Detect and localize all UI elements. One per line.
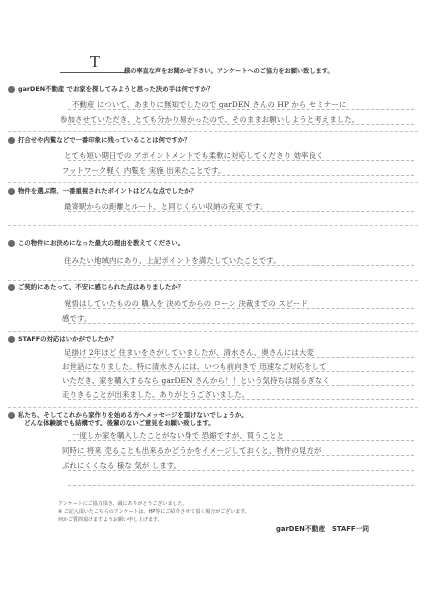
answer-5-line-1: 覚悟はしていたものの 購入を 決めてからの ローン 決裁までの スピード bbox=[64, 299, 309, 308]
answer-1-line-2: 参加させていただき、とても分かり易かったので、そのままお願いしようと考えました。 bbox=[60, 115, 360, 124]
question-2 bbox=[8, 136, 191, 144]
section-divider bbox=[8, 280, 418, 281]
answer-rule bbox=[68, 371, 414, 372]
question-7-text-line-1: 私たち、そしてこれから家作りを始める方へメッセージを頂けないでしょうか。 bbox=[18, 411, 248, 419]
answer-6-line-4: 走りきることが出来ました。ありがとうございました。 bbox=[62, 390, 250, 399]
answer-6-line-3: いただき、家を購入するなら garDEN さんから！！という気持ちは揺るぎなく bbox=[62, 376, 330, 385]
answer-rule bbox=[68, 160, 414, 161]
header-intro: 様の率直な声をお聞かせ下さい。アンケートへのご協力をお願い致します。 bbox=[124, 68, 334, 75]
question-5 bbox=[8, 283, 184, 291]
answer-rule bbox=[68, 323, 414, 324]
answer-rule bbox=[68, 470, 414, 471]
question-3-text: 物件を選ぶ際、一番重視されたポイントはどんな点でしたか？ bbox=[18, 187, 197, 195]
answer-2-line-2: フットワーク軽く 内覧を 実施 出来たことです。 bbox=[62, 166, 226, 175]
answer-6-line-1: 足掛け 2年ほど 住まいをさがしていましたが、清水さん、奥さんには大変 bbox=[64, 348, 314, 357]
name-underline bbox=[60, 72, 126, 73]
question-1-text: garDEN不動産 でお家を探してみようと思った決め手は何ですか？ bbox=[18, 85, 214, 93]
question-3 bbox=[8, 187, 197, 195]
section-divider bbox=[8, 331, 418, 332]
answer-rule bbox=[68, 485, 414, 486]
footer-signature: garDEN不動産 STAFF一同 bbox=[276, 525, 370, 533]
answer-rule bbox=[68, 385, 414, 386]
question-4 bbox=[8, 239, 184, 247]
question-6-text: STAFFの対応はいかがでしたか？ bbox=[18, 335, 117, 343]
answer-rule bbox=[68, 109, 414, 110]
footer-thanks: アンケートにご協力頂き、誠にありがとうございました。 bbox=[58, 501, 188, 507]
answer-4-line-1: 住みたい地域内にあり、上記ポイントを満たしていたことです。 bbox=[64, 256, 281, 265]
bullet-icon bbox=[8, 137, 15, 144]
question-1 bbox=[8, 85, 213, 93]
answer-3-line-1: 最寄駅からの距離とルート、と同じくらい収納の充実 です。 bbox=[64, 202, 268, 211]
bullet-icon bbox=[8, 240, 15, 247]
section-divider bbox=[8, 182, 418, 183]
footer-note: ※ ご記入頂いたこちらのアンケートは、HP等にご紹介させて頂く場合がございます。 bbox=[58, 509, 250, 515]
bullet-icon bbox=[8, 86, 15, 93]
question-6 bbox=[8, 335, 117, 343]
answer-rule bbox=[68, 399, 414, 400]
answer-1-line-1: 不動産 について、あまりに無知でしたので garDEN さんの HP から セミナーに bbox=[72, 100, 347, 109]
bullet-icon bbox=[8, 336, 15, 343]
answer-7-line-3: ぶれにくくなる 様な 気が します。 bbox=[62, 461, 182, 470]
answer-rule bbox=[68, 308, 414, 309]
bullet-icon bbox=[8, 412, 15, 419]
footer-contact: 何かご質問頂けますようお願い申し上げます。 bbox=[58, 517, 163, 523]
section-divider bbox=[8, 225, 418, 226]
question-4-text: この物件にお決めになった最大の理由を教えてください。 bbox=[18, 239, 185, 247]
answer-rule bbox=[68, 124, 414, 125]
question-7-text-line-2: どんな体験談でも結構です。後輩のないご意見をお願い致します。 bbox=[24, 419, 215, 427]
customer-name: T bbox=[89, 52, 101, 71]
section-divider bbox=[8, 407, 418, 408]
bullet-icon bbox=[8, 284, 15, 291]
answer-rule bbox=[68, 455, 414, 456]
answer-rule bbox=[68, 357, 414, 358]
answer-rule bbox=[68, 211, 414, 212]
answer-rule bbox=[68, 175, 414, 176]
bullet-icon bbox=[8, 188, 15, 195]
answer-7-line-1: 一度しか家を購入したことがない身で 恐縮ですが、買うことと bbox=[72, 431, 285, 440]
section-divider bbox=[8, 131, 418, 132]
answer-6-line-2: お世話になりました。特に清水さんには、いつも前向きで 迅速なご対応をして bbox=[62, 362, 327, 371]
question-7 bbox=[8, 411, 248, 427]
answer-7-line-2: 同時に 将来 売ることも出来るかどうかをイメージしておくと、物件の見方が bbox=[62, 446, 322, 455]
answer-2-line-1: とても短い期日での アポイントメントでも柔軟に対応してくださり 効率良く bbox=[64, 151, 324, 160]
question-5-text: ご契約にあたって、不安に感じられた点はありましたか？ bbox=[18, 283, 185, 291]
answer-rule bbox=[68, 265, 414, 266]
answer-rule bbox=[68, 440, 414, 441]
question-2-text: 打合せや内覧などで一番印象に残っていることは何ですか？ bbox=[18, 136, 191, 144]
answer-5-line-2: 感です。 bbox=[62, 314, 92, 323]
